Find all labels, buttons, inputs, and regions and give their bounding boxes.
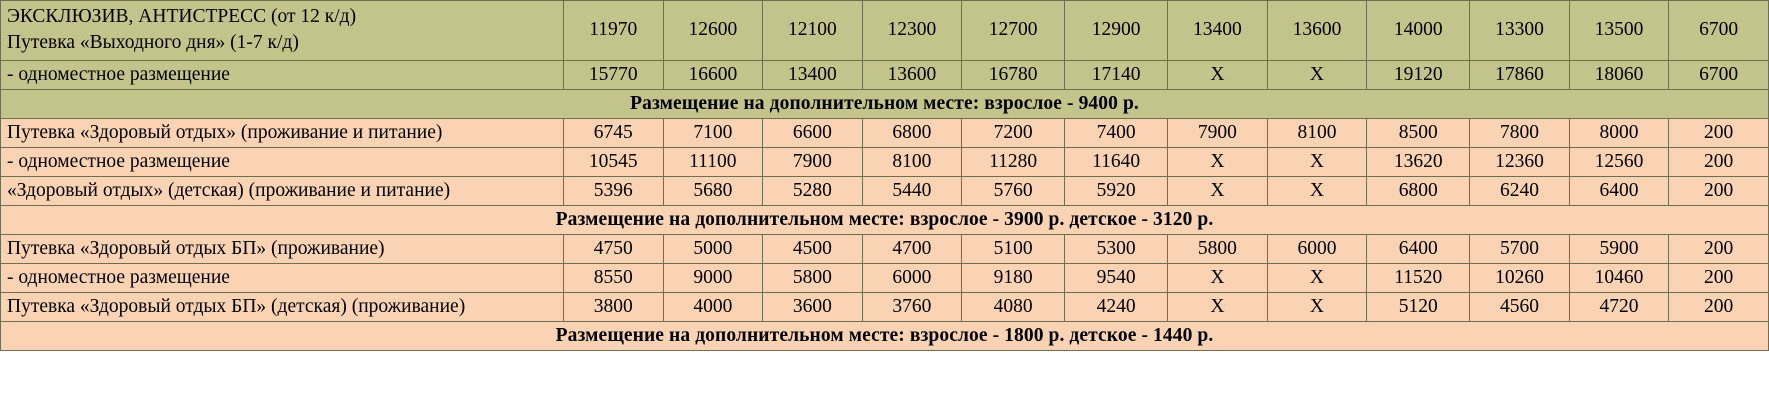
table-row <box>1 60 1769 89</box>
row-label-line: Путевка «Здоровый отдых» (проживание и питание) <box>7 121 443 143</box>
price-cell: 12600 <box>663 1 763 61</box>
price-cell: 9180 <box>962 263 1065 292</box>
price-cell: 5120 <box>1367 292 1470 321</box>
price-cell: 18060 <box>1569 60 1669 89</box>
price-cell: 12300 <box>862 1 962 61</box>
price-table-body <box>1 1 1769 351</box>
price-cell: 8000 <box>1569 118 1669 147</box>
price-cell: 5800 <box>1168 234 1268 263</box>
price-cell: 5100 <box>962 234 1065 263</box>
price-cell: 5700 <box>1470 234 1570 263</box>
price-cell: X <box>1267 176 1367 205</box>
price-cell: 6600 <box>763 118 863 147</box>
price-cell: 5920 <box>1065 176 1168 205</box>
price-cell: 200 <box>1669 234 1769 263</box>
row-label-line: Путевка «Здоровый отдых БП» (проживание) <box>7 237 385 259</box>
price-cell: 6700 <box>1669 1 1769 61</box>
price-cell: 6000 <box>862 263 962 292</box>
price-cell: 3760 <box>862 292 962 321</box>
price-cell: 5000 <box>663 234 763 263</box>
price-cell: 200 <box>1669 147 1769 176</box>
price-cell: 4500 <box>763 234 863 263</box>
price-cell: 200 <box>1669 118 1769 147</box>
price-cell: 17860 <box>1470 60 1570 89</box>
price-cell: 5396 <box>564 176 664 205</box>
price-cell: 7100 <box>663 118 763 147</box>
row-label <box>1 147 564 176</box>
price-cell: 8550 <box>564 263 664 292</box>
price-cell: 3600 <box>763 292 863 321</box>
price-cell: 200 <box>1669 292 1769 321</box>
price-cell: X <box>1168 292 1268 321</box>
price-cell: 12700 <box>962 1 1065 61</box>
price-cell: 10545 <box>564 147 664 176</box>
price-cell: 8100 <box>862 147 962 176</box>
price-cell: 5280 <box>763 176 863 205</box>
price-cell: 5900 <box>1569 234 1669 263</box>
price-cell: 14000 <box>1367 1 1470 61</box>
price-cell: 4750 <box>564 234 664 263</box>
price-cell: 13600 <box>1267 1 1367 61</box>
table-row <box>1 292 1769 321</box>
price-cell: 13500 <box>1569 1 1669 61</box>
price-cell: X <box>1267 263 1367 292</box>
price-cell: 12900 <box>1065 1 1168 61</box>
price-cell: 6800 <box>862 118 962 147</box>
row-label <box>1 176 564 205</box>
price-cell: 7400 <box>1065 118 1168 147</box>
price-cell: 9540 <box>1065 263 1168 292</box>
price-cell: 7200 <box>962 118 1065 147</box>
table-row <box>1 176 1769 205</box>
row-label-line: - одноместное размещение <box>7 266 230 288</box>
row-label-line: «Здоровый отдых» (детская) (проживание и питание) <box>7 179 451 201</box>
price-cell: 4720 <box>1569 292 1669 321</box>
price-cell: 11100 <box>663 147 763 176</box>
price-cell: X <box>1267 147 1367 176</box>
price-cell: X <box>1168 176 1268 205</box>
price-cell: 7900 <box>763 147 863 176</box>
table-row <box>1 263 1769 292</box>
price-cell: 11970 <box>564 1 664 61</box>
band-text: Размещение на дополнительном месте: взрослое - 1800 р. детское - 1440 р. <box>1 321 1769 350</box>
price-cell: 6000 <box>1267 234 1367 263</box>
price-cell: X <box>1168 263 1268 292</box>
table-band-row <box>1 321 1769 350</box>
price-cell: 16600 <box>663 60 763 89</box>
price-cell: 6745 <box>564 118 664 147</box>
price-cell: 16780 <box>962 60 1065 89</box>
table-row <box>1 147 1769 176</box>
row-label-line: - одноместное размещение <box>7 63 230 85</box>
price-cell: 12100 <box>763 1 863 61</box>
row-label <box>1 118 564 147</box>
table-band-row <box>1 89 1769 118</box>
price-cell: 10460 <box>1569 263 1669 292</box>
price-cell: 7900 <box>1168 118 1268 147</box>
table-row <box>1 1 1769 61</box>
band-text: Размещение на дополнительном месте: взрослое - 3900 р. детское - 3120 р. <box>1 205 1769 234</box>
row-label-line: Путевка «Здоровый отдых БП» (детская) (проживание) <box>7 295 466 317</box>
price-cell: 4240 <box>1065 292 1168 321</box>
price-cell: 6400 <box>1367 234 1470 263</box>
price-cell: 13620 <box>1367 147 1470 176</box>
table-row <box>1 118 1769 147</box>
price-cell: 6700 <box>1669 60 1769 89</box>
price-cell: 13400 <box>763 60 863 89</box>
price-cell: 8500 <box>1367 118 1470 147</box>
row-label <box>1 1 564 61</box>
price-cell: 5300 <box>1065 234 1168 263</box>
price-cell: 200 <box>1669 263 1769 292</box>
price-cell: 6400 <box>1569 176 1669 205</box>
price-cell: 11640 <box>1065 147 1168 176</box>
row-label <box>1 234 564 263</box>
price-cell: 4080 <box>962 292 1065 321</box>
price-cell: 13600 <box>862 60 962 89</box>
price-cell: 5680 <box>663 176 763 205</box>
price-cell: 15770 <box>564 60 664 89</box>
price-cell: 8100 <box>1267 118 1367 147</box>
price-cell: 5440 <box>862 176 962 205</box>
row-label <box>1 292 564 321</box>
price-cell: 7800 <box>1470 118 1570 147</box>
price-cell: 6240 <box>1470 176 1570 205</box>
price-cell: 6800 <box>1367 176 1470 205</box>
price-cell: 4000 <box>663 292 763 321</box>
price-cell: 4700 <box>862 234 962 263</box>
price-cell: 13300 <box>1470 1 1570 61</box>
band-text: Размещение на дополнительном месте: взрослое - 9400 р. <box>1 89 1769 118</box>
row-label-line: Путевка «Выходного дня» (1-7 к/д) <box>7 32 299 54</box>
price-cell: X <box>1168 60 1268 89</box>
row-label <box>1 263 564 292</box>
price-cell: X <box>1267 292 1367 321</box>
table-row <box>1 234 1769 263</box>
price-cell: 3800 <box>564 292 664 321</box>
price-cell: 13400 <box>1168 1 1268 61</box>
price-cell: 11280 <box>962 147 1065 176</box>
price-cell: 5800 <box>763 263 863 292</box>
price-cell: 10260 <box>1470 263 1570 292</box>
table-band-row <box>1 205 1769 234</box>
price-cell: 200 <box>1669 176 1769 205</box>
price-cell: 12360 <box>1470 147 1570 176</box>
row-label <box>1 60 564 89</box>
row-label-line: ЭКСКЛЮЗИВ, АНТИСТРЕСС (от 12 к/д) <box>7 6 357 27</box>
price-cell: 5760 <box>962 176 1065 205</box>
price-cell: 19120 <box>1367 60 1470 89</box>
price-cell: 9000 <box>663 263 763 292</box>
price-cell: 17140 <box>1065 60 1168 89</box>
price-cell: 12560 <box>1569 147 1669 176</box>
price-cell: X <box>1168 147 1268 176</box>
row-label-line: - одноместное размещение <box>7 150 230 172</box>
price-cell: 4560 <box>1470 292 1570 321</box>
price-cell: X <box>1267 60 1367 89</box>
price-cell: 11520 <box>1367 263 1470 292</box>
